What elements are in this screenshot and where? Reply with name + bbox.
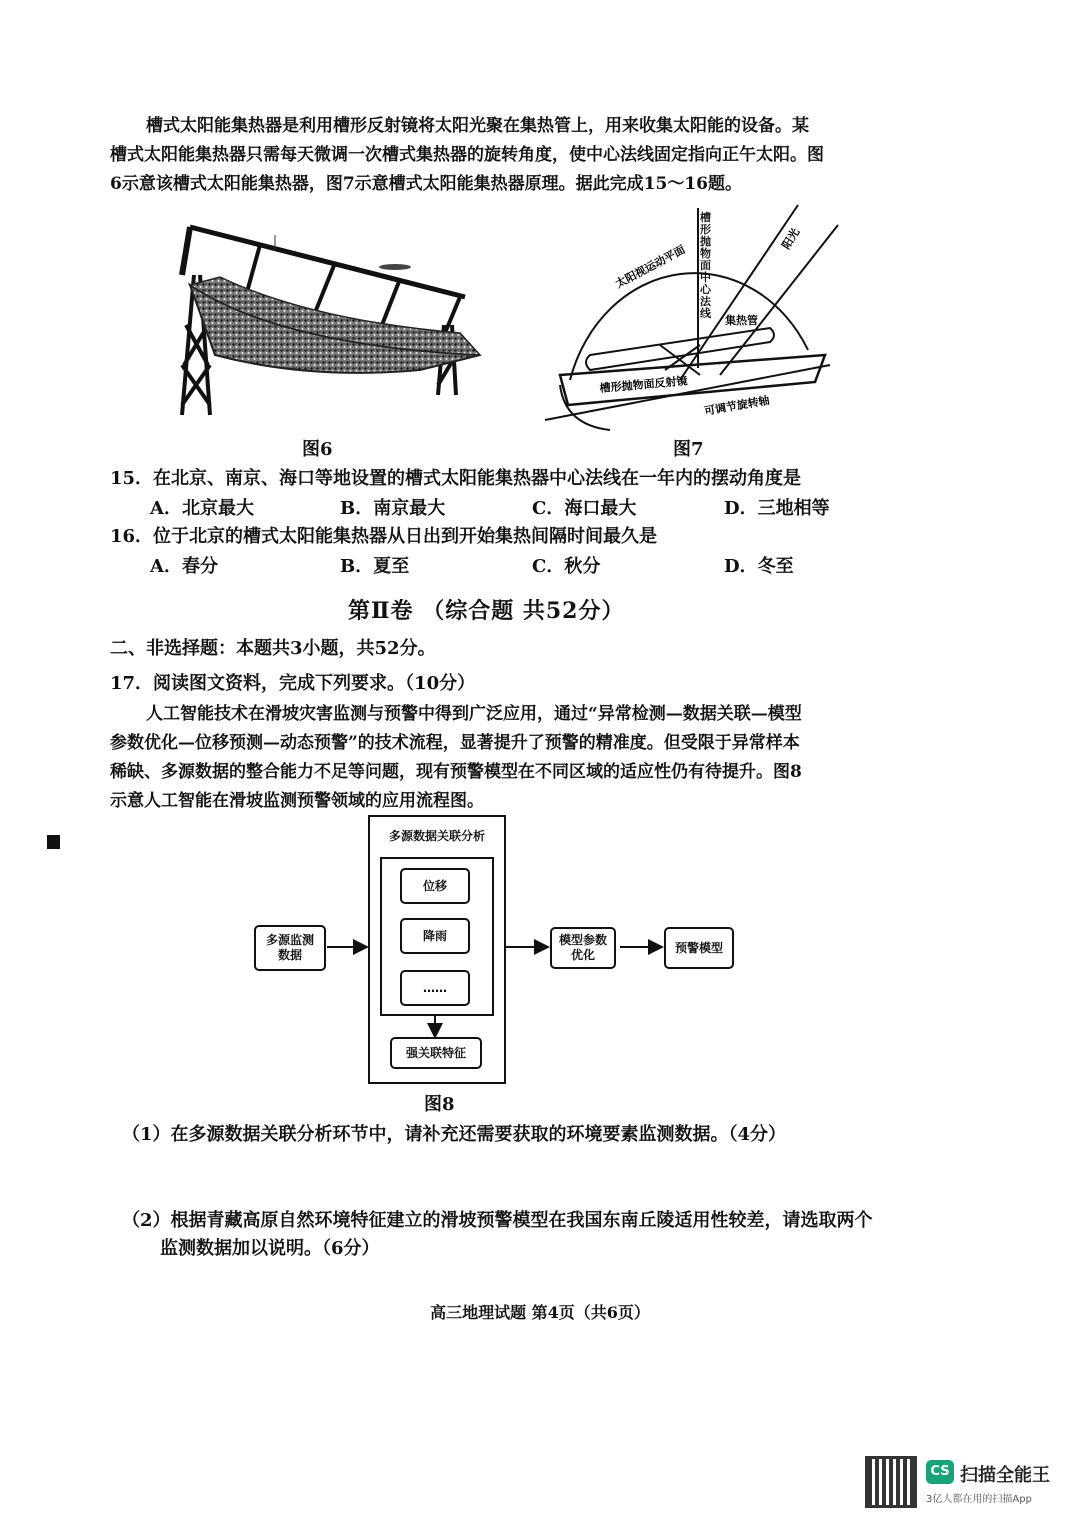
section-2-title: 第Ⅱ卷 （综合题 共52分） [348,598,625,624]
scan-app-brand: 扫描全能王 [960,1465,1050,1486]
item-more: …… [400,970,470,1006]
intro-line-2: 槽式太阳能集热器只需每天微调一次槽式集热器的旋转角度，使中心法线固定指向正午太阳。图 [110,145,824,165]
q17-line-4: 示意人工智能在滑坡监测预警领域的应用流程图。 [110,791,484,811]
fig7-label-mirror: 槽形抛物面反射镜 [599,374,688,395]
q15-stem: 15．在北京、南京、海口等地设置的槽式太阳能集热器中心法线在一年内的摆动角度是 [110,468,802,489]
q16-stem: 16．位于北京的槽式太阳能集热器从日出到开始集热间隔时间最久是 [110,526,658,547]
fig7-label-plane: 太阳视运动平面 [613,243,688,291]
q15-option-c: C．海口最大 [532,498,637,519]
multi-source-analysis-title: 多源数据关联分析 [388,829,485,843]
q15-option-a: A．北京最大 [150,498,254,519]
section-2-subtitle: 二、非选择题：本题共3小题，共52分。 [110,638,436,659]
scan-app-badge: CS [926,1460,954,1484]
q15-option-b: B．南京最大 [340,498,446,519]
multi-source-data-box [254,925,326,971]
q17-sub-2-line-1: （2）根据青藏高原自然环境特征建立的滑坡预警模型在我国东南丘陵适用性较差，请选取两个 [122,1210,873,1231]
model-param-optimization-box [550,927,616,969]
figure-8-flowchart [250,815,740,1085]
item-rainfall: 降雨 [400,918,470,954]
model-param-line-2: 优化 [570,948,595,962]
scan-marker [47,835,60,849]
fig7-label-tube: 集热管 [725,314,758,327]
figure-7-principle-diagram [540,200,850,432]
q17-line-3: 稀缺、多源数据的整合能力不足等问题，现有预警模型在不同区域的适应性仍有待提升。图8 [110,762,802,782]
page-footer: 高三地理试题 第4页（共6页） [430,1303,650,1322]
scan-app-tagline: 3亿人都在用的扫描App [926,1494,1032,1505]
item-displacement: 位移 [400,868,470,904]
figure-6-collector-photo [160,205,500,420]
figure-6-caption: 图6 [302,439,333,460]
q16-option-c: C．秋分 [532,556,601,577]
intro-line-3: 6示意该槽式太阳能集热器，图7示意槽式太阳能集热器原理。据此完成15～16题。 [110,174,742,194]
fig7-label-normal: 槽形抛物面中心法线 [700,211,711,320]
multi-source-data-line-2: 数据 [277,948,302,962]
q17-paragraph [110,700,910,816]
q16-option-a: A．春分 [150,556,218,577]
figure-7-caption: 图7 [673,439,704,460]
intro-paragraph [110,112,910,199]
warning-model-box: 预警模型 [664,927,734,969]
model-param-line-1: 模型参数 [558,933,607,947]
q17-line-1: 人工智能技术在滑坡灾害监测与预警中得到广泛应用，通过“异常检测—数据关联—模型 [146,704,802,724]
fig7-label-sunlight: 阳光 [779,226,803,252]
strong-correlation-box: 强关联特征 [390,1037,482,1069]
q17-sub-1: （1）在多源数据关联分析环节中，请补充还需要获取的环境要素监测数据。（4分） [122,1124,787,1145]
q17-stem: 17．阅读图文资料，完成下列要求。（10分） [110,673,476,694]
figure-8-caption: 图8 [424,1094,455,1115]
q17-line-2: 参数优化—位移预测—动态预警”的技术流程，显著提升了预警的精准度。但受限于异常样本 [110,733,800,753]
q17-sub-2-line-2: 监测数据加以说明。（6分） [160,1238,380,1259]
q15-option-d: D．三地相等 [724,498,830,519]
q16-option-b: B．夏至 [340,556,410,577]
qr-code-icon [865,1456,917,1508]
fig7-label-axis: 可调节旋转轴 [703,393,771,418]
q16-option-d: D．冬至 [724,556,794,577]
intro-line-1: 槽式太阳能集热器是利用槽形反射镜将太阳光聚在集热管上，用来收集太阳能的设备。某 [146,116,809,136]
multi-source-data-line-1: 多源监测 [265,933,314,947]
